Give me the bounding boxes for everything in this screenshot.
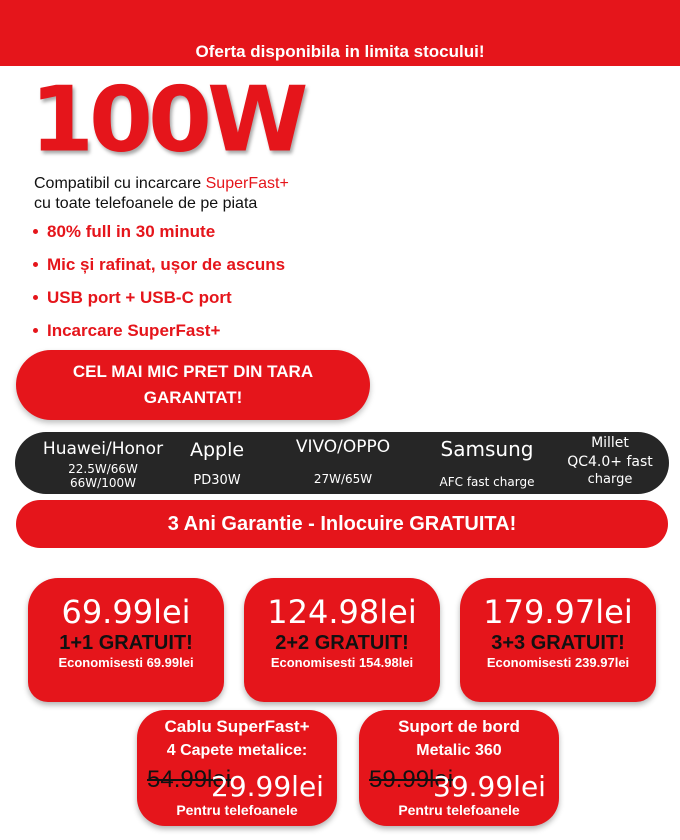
accessory-card-cable[interactable]: [137, 710, 337, 826]
offer-savings: Economisesti 154.98lei: [270, 655, 414, 670]
top-banner: [0, 0, 680, 66]
headline-power: 100W: [30, 67, 304, 172]
brand-spec: charge: [587, 472, 633, 487]
accessory-subtitle: Metalic 360: [416, 742, 502, 759]
brand-spec: 66W/100W: [70, 476, 136, 490]
feature-item: Mic și rafinat, ușor de ascuns: [30, 255, 285, 275]
brand-name: Apple: [189, 439, 245, 461]
compat-prefix: Compatibil cu incarcare: [34, 175, 206, 192]
accessory-subtitle: 4 Capete metalice:: [166, 742, 308, 759]
offer-price: 179.97lei: [483, 593, 633, 631]
brand-name: Millet: [591, 435, 629, 451]
best-price-badge: [16, 350, 370, 420]
bullet-icon: [33, 295, 38, 300]
brand-spec: 22.5W/66W: [68, 462, 138, 476]
best-price-line1: CEL MAI MIC PRET DIN TARA: [72, 362, 314, 381]
accessory-card-holder[interactable]: [359, 710, 559, 826]
bullet-icon: [33, 328, 38, 333]
banner-text: Oferta disponibila in limita stocului!: [195, 42, 485, 61]
brand-spec: 27W/65W: [313, 472, 373, 486]
offer-savings: Economisesti 239.97lei: [486, 655, 630, 670]
feature-item: USB port + USB-C port: [30, 288, 285, 308]
offer-deal: 3+3 GRATUIT!: [491, 632, 625, 654]
offer-card-1[interactable]: [28, 578, 224, 702]
offer-deal: 1+1 GRATUIT!: [59, 632, 193, 654]
accessory-new-price: 29.99lei: [211, 770, 324, 803]
brand-name: Samsung: [440, 437, 534, 461]
accessory-prices: [359, 766, 559, 802]
offer-price: 69.99lei: [61, 593, 191, 631]
feature-item: 80% full in 30 minute: [30, 222, 285, 242]
brand-compatibility-bar: [15, 432, 669, 494]
warranty-banner: 3 Ani Garantie - Inlocuire GRATUITA!: [16, 500, 668, 548]
brand-name-2: QC4.0+ fast: [567, 454, 653, 470]
brand-apple: [167, 439, 267, 488]
accessory-note: Pentru telefoanele: [398, 802, 520, 818]
compat-highlight: SuperFast+: [205, 175, 289, 192]
offer-price: 124.98lei: [267, 593, 417, 631]
brand-millet: [550, 435, 670, 487]
brand-name: Huawei/Honor: [42, 439, 164, 459]
brand-spec: AFC fast charge: [439, 475, 535, 489]
accessory-old-price: 54.99lei: [147, 766, 232, 793]
brand-samsung: [427, 437, 547, 489]
offer-savings: Economisesti 69.99lei: [58, 655, 194, 670]
brand-spec: PD30W: [193, 473, 241, 488]
offer-card-2[interactable]: [244, 578, 440, 702]
accessory-prices: [137, 766, 337, 802]
best-price-line2: GARANTAT!: [143, 388, 243, 407]
feature-list: [30, 222, 285, 354]
accessory-title: Cablu SuperFast+: [164, 717, 310, 736]
compat-line2: cu toate telefoanele de pe piata: [34, 195, 258, 212]
feature-item: Incarcare SuperFast+: [30, 321, 285, 341]
brand-huawei-honor: [23, 439, 183, 490]
bullet-icon: [33, 229, 38, 234]
offer-card-3[interactable]: [460, 578, 656, 702]
compatibility-text: [34, 174, 289, 214]
accessory-note: Pentru telefoanele: [176, 802, 298, 818]
accessory-new-price: 39.99lei: [433, 770, 546, 803]
brand-vivo-oppo: [273, 437, 413, 486]
offer-deal: 2+2 GRATUIT!: [275, 632, 409, 654]
brand-name: VIVO/OPPO: [295, 437, 391, 457]
accessory-old-price: 59.99lei: [369, 766, 454, 793]
accessory-title: Suport de bord: [398, 717, 520, 736]
bullet-icon: [33, 262, 38, 267]
